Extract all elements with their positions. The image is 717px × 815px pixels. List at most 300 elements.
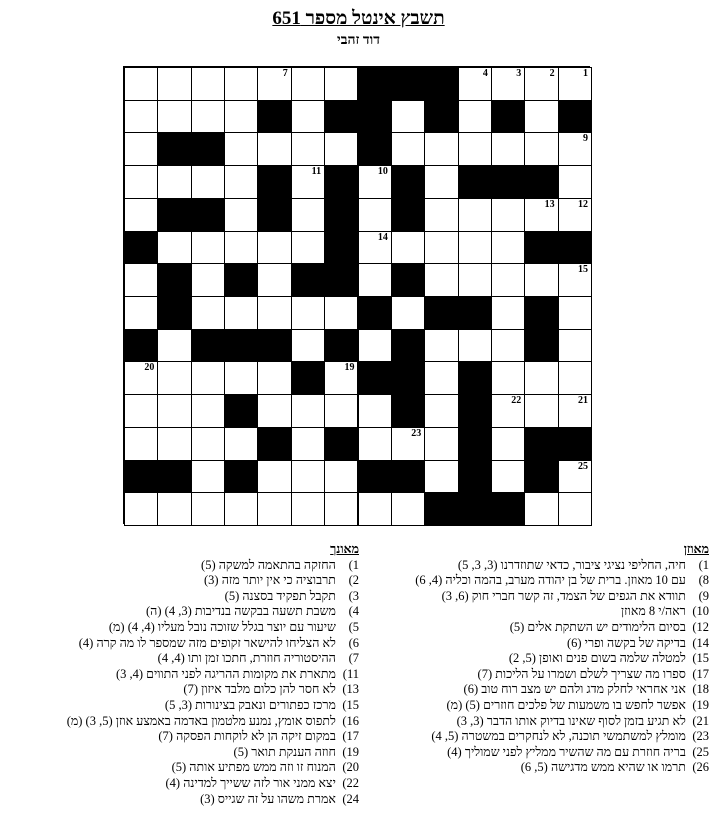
- grid-cell-black: [224, 329, 258, 363]
- grid-cell[interactable]: [424, 460, 458, 494]
- grid-cell[interactable]: [291, 492, 325, 526]
- clue-number: 26): [692, 760, 709, 775]
- grid-cell[interactable]: [458, 329, 492, 363]
- clue-number: 18): [692, 682, 709, 697]
- cell-number: 2: [549, 68, 555, 79]
- grid-cell[interactable]: [458, 100, 492, 134]
- grid-cell-black: [257, 198, 291, 232]
- clue-text: עם 10 מאוזן. ברית של בן יהודה מערב, בהמה וכליה (4, 6): [415, 573, 686, 588]
- clue-text: למטלה שלמה בשום פנים ואופן (5, 2): [508, 651, 686, 666]
- puzzle-title: תשבץ אינטל מספר 651: [272, 8, 445, 29]
- grid-cell[interactable]: [491, 361, 525, 395]
- grid-cell[interactable]: [124, 394, 158, 428]
- grid-cell[interactable]: [291, 460, 325, 494]
- grid-cell-black: [157, 460, 191, 494]
- clue-number: 17): [342, 729, 359, 744]
- clue-text: תקבל תפקיד בסצנה (5): [224, 588, 336, 603]
- grid-cell-black: [358, 296, 392, 330]
- grid-cell[interactable]: [124, 132, 158, 166]
- clue-number: 6): [348, 635, 359, 650]
- grid-cell-black: [257, 329, 291, 363]
- grid-cell[interactable]: [391, 427, 425, 461]
- clue-number: 13): [342, 682, 359, 697]
- grid-cell[interactable]: [257, 296, 291, 330]
- grid-cell[interactable]: [558, 492, 592, 526]
- cell-number: 19: [344, 362, 355, 374]
- grid-cell-black: [391, 329, 425, 363]
- grid-cell[interactable]: [157, 329, 191, 363]
- grid-cell-black: [391, 198, 425, 232]
- down-clue: [14, 636, 359, 652]
- cell-number: 7: [282, 68, 288, 79]
- down-clue: [14, 620, 359, 636]
- clue-number: 1): [698, 557, 709, 572]
- cell-number: 15: [577, 264, 588, 276]
- grid-cell[interactable]: [157, 394, 191, 428]
- clue-text: שיעור עם יוצר בגלל שזוכה נובל מעליו (4, 4) (מ): [108, 619, 336, 634]
- clue-number: 1): [348, 557, 359, 572]
- grid-cell-black: [424, 492, 458, 526]
- cell-number: 9: [582, 133, 588, 145]
- grid-cell-black: [458, 165, 492, 199]
- clue-number: 15): [692, 651, 709, 666]
- clue-text: חיה, החליפי נציגי ציבור, כדאי שתוזדרנו (3, 3, 5): [457, 557, 686, 572]
- grid-cell-black: [558, 427, 592, 461]
- grid-cell[interactable]: [157, 427, 191, 461]
- clue-number: 5): [348, 619, 359, 634]
- grid-cell[interactable]: [191, 263, 225, 297]
- grid-cell-black: [524, 329, 558, 363]
- grid-cell[interactable]: [257, 460, 291, 494]
- grid-cell-black: [291, 263, 325, 297]
- grid-cell[interactable]: [324, 296, 358, 330]
- grid-cell[interactable]: [124, 492, 158, 526]
- grid-cell-black: [157, 198, 191, 232]
- grid-cell[interactable]: [491, 132, 525, 166]
- grid-cell-black: [391, 460, 425, 494]
- across-clue: [372, 667, 709, 683]
- grid-cell[interactable]: [491, 296, 525, 330]
- grid-cell[interactable]: [224, 165, 258, 199]
- grid-cell[interactable]: [291, 100, 325, 134]
- down-clue: [14, 604, 359, 620]
- grid-cell[interactable]: [224, 492, 258, 526]
- grid-cell[interactable]: [358, 394, 392, 428]
- grid-cell-black: [224, 263, 258, 297]
- grid-cell[interactable]: [224, 100, 258, 134]
- grid-cell[interactable]: [291, 165, 325, 199]
- grid-cell[interactable]: [524, 132, 558, 166]
- grid-cell[interactable]: [491, 231, 525, 265]
- grid-cell-black: [358, 100, 392, 134]
- grid-cell[interactable]: [257, 394, 291, 428]
- grid-cell[interactable]: [391, 492, 425, 526]
- grid-cell[interactable]: [291, 329, 325, 363]
- clue-text: תרמו או שהיא ממש מדגישה (5, 6): [520, 760, 686, 775]
- cell-number: 10: [377, 166, 388, 178]
- grid-cell[interactable]: [191, 67, 225, 101]
- grid-cell[interactable]: [257, 67, 291, 101]
- grid-cell[interactable]: [257, 263, 291, 297]
- grid-cell-black: [491, 165, 525, 199]
- down-clue: [14, 698, 359, 714]
- grid-cell[interactable]: [257, 361, 291, 395]
- down-clue: [14, 714, 359, 730]
- grid-cell[interactable]: [458, 198, 492, 232]
- cell-number: 12: [577, 198, 588, 210]
- grid-cell-black: [458, 427, 492, 461]
- grid-cell[interactable]: [224, 361, 258, 395]
- grid-cell[interactable]: [358, 492, 392, 526]
- grid-cell-black: [491, 100, 525, 134]
- clue-text: יצא ממני אור לזה ששייך למדינה (4): [165, 775, 336, 790]
- cell-number: 14: [377, 231, 388, 243]
- grid-cell[interactable]: [424, 361, 458, 395]
- across-heading: מאוזן: [683, 542, 709, 556]
- clue-text: אני אחראי לחלק מדג ולהם יש מצב רוח טוב (6): [463, 682, 686, 697]
- grid-cell[interactable]: [157, 231, 191, 265]
- down-clue: [14, 792, 359, 808]
- grid-cell[interactable]: [124, 198, 158, 232]
- across-clues: [372, 542, 709, 776]
- grid-cell-black: [157, 263, 191, 297]
- down-clue: [14, 667, 359, 683]
- down-clue: [14, 682, 359, 698]
- grid-cell[interactable]: [124, 427, 158, 461]
- grid-cell[interactable]: [491, 427, 525, 461]
- grid-cell[interactable]: [324, 492, 358, 526]
- clue-number: 10): [692, 604, 709, 619]
- grid-cell[interactable]: [191, 100, 225, 134]
- grid-cell[interactable]: [157, 100, 191, 134]
- grid-cell-black: [324, 198, 358, 232]
- grid-cell-black: [391, 361, 425, 395]
- across-clue: [372, 636, 709, 652]
- grid-cell[interactable]: [424, 165, 458, 199]
- grid-cell[interactable]: [391, 100, 425, 134]
- clue-text: לא תגיע בזמן לסוף שאינו בדיוק אותו הדבר (3, 3): [456, 713, 686, 728]
- down-clue: [14, 729, 359, 745]
- grid-cell[interactable]: [124, 263, 158, 297]
- grid-cell[interactable]: [257, 492, 291, 526]
- clue-number: 11): [342, 666, 359, 681]
- grid-cell-black: [324, 263, 358, 297]
- clue-text: ההיסטוריה חוזרת, חתכו זמן ותו (4, 4): [157, 651, 336, 666]
- grid-cell[interactable]: [291, 231, 325, 265]
- clue-text: במקום זיקה הן לא לוקחות הפסקה (7): [158, 729, 336, 744]
- grid-cell[interactable]: [491, 67, 525, 101]
- grid-cell[interactable]: [524, 492, 558, 526]
- grid-cell-black: [224, 460, 258, 494]
- grid-cell-black: [558, 100, 592, 134]
- grid-cell-black: [458, 492, 492, 526]
- clue-text: משבת תשעה בבקשה בנדיבות (3, 4) (ה): [146, 604, 336, 619]
- down-clue-list: [14, 558, 359, 808]
- grid-cell-black: [224, 394, 258, 428]
- grid-cell[interactable]: [524, 361, 558, 395]
- clue-text: ספרו מה שצריך לשלם ושמרו על הליכות (7): [477, 666, 686, 681]
- grid-cell-black: [524, 460, 558, 494]
- clue-number: 2): [348, 573, 359, 588]
- grid-cell-black: [157, 296, 191, 330]
- grid-cell[interactable]: [391, 296, 425, 330]
- across-clue-list: [372, 558, 709, 776]
- grid-cell[interactable]: [191, 231, 225, 265]
- grid-cell[interactable]: [491, 329, 525, 363]
- grid-cell[interactable]: [224, 296, 258, 330]
- grid-cell-black: [524, 427, 558, 461]
- grid-cell-black: [291, 361, 325, 395]
- across-clue: [372, 760, 709, 776]
- grid-cell-black: [324, 165, 358, 199]
- grid-cell[interactable]: [558, 132, 592, 166]
- grid-cell[interactable]: [124, 67, 158, 101]
- clue-number: 19): [692, 697, 709, 712]
- grid-cell[interactable]: [558, 460, 592, 494]
- clue-number: 14): [692, 635, 709, 650]
- grid-cell[interactable]: [124, 100, 158, 134]
- grid-cell[interactable]: [524, 394, 558, 428]
- grid-cell-black: [257, 165, 291, 199]
- grid-cell-black: [391, 394, 425, 428]
- grid-cell[interactable]: [191, 394, 225, 428]
- clue-number: 20): [342, 760, 359, 775]
- grid-cell[interactable]: [558, 296, 592, 330]
- cell-number: 25: [577, 460, 588, 472]
- grid-cell[interactable]: [191, 460, 225, 494]
- grid-cell-black: [324, 231, 358, 265]
- cell-number: 3: [516, 68, 522, 79]
- clue-number: 25): [692, 744, 709, 759]
- grid-cell[interactable]: [291, 394, 325, 428]
- clue-text: ראה/י 8 מאוזן: [621, 604, 686, 619]
- clue-text: מומלץ למשתמשי תוכנה, לא לנחקרים במשטרה (5, 4): [431, 729, 686, 744]
- crossword-grid: [123, 66, 590, 524]
- grid-cell-black: [157, 132, 191, 166]
- clue-number: 17): [692, 666, 709, 681]
- grid-cell[interactable]: [424, 329, 458, 363]
- grid-cell-black: [124, 231, 158, 265]
- grid-cell[interactable]: [124, 165, 158, 199]
- grid-cell[interactable]: [558, 263, 592, 297]
- clue-text: לא חסר להן כלום מלבד איזון (7): [183, 682, 336, 697]
- puzzle-author: דוד זהבי: [337, 33, 380, 48]
- grid-cell[interactable]: [224, 67, 258, 101]
- grid-cell[interactable]: [458, 67, 492, 101]
- grid-cell[interactable]: [458, 263, 492, 297]
- grid-cell[interactable]: [424, 263, 458, 297]
- clue-text: המנוח זו וזה ממש מפתיע אותה (5): [171, 760, 336, 775]
- grid-cell[interactable]: [224, 198, 258, 232]
- down-clue: [14, 760, 359, 776]
- grid-cell[interactable]: [291, 198, 325, 232]
- grid-cell-black: [257, 427, 291, 461]
- cell-number: 22: [511, 395, 522, 407]
- grid-cell-black: [391, 67, 425, 101]
- cell-number: 13: [544, 198, 555, 210]
- grid-cell[interactable]: [358, 165, 392, 199]
- grid-cell-black: [257, 100, 291, 134]
- grid-cell[interactable]: [124, 296, 158, 330]
- grid-cell[interactable]: [291, 296, 325, 330]
- grid-cell[interactable]: [558, 394, 592, 428]
- across-clue: [372, 698, 709, 714]
- down-clue: [14, 745, 359, 761]
- grid-cell-black: [524, 296, 558, 330]
- grid-cell[interactable]: [524, 100, 558, 134]
- clue-number: 9): [698, 588, 709, 603]
- grid-cell[interactable]: [224, 231, 258, 265]
- grid-cell-black: [124, 460, 158, 494]
- across-clue: [372, 558, 709, 574]
- grid-cell[interactable]: [257, 132, 291, 166]
- grid-cell[interactable]: [324, 132, 358, 166]
- grid-cell[interactable]: [191, 165, 225, 199]
- grid-cell[interactable]: [491, 198, 525, 232]
- grid-cell[interactable]: [558, 165, 592, 199]
- clue-number: 7): [348, 651, 359, 666]
- grid-cell[interactable]: [558, 329, 592, 363]
- cell-number: 21: [577, 395, 588, 407]
- cell-number: 4: [482, 68, 488, 79]
- grid-cell[interactable]: [558, 198, 592, 232]
- across-clue: [372, 589, 709, 605]
- grid-cell-black: [324, 427, 358, 461]
- grid-cell[interactable]: [191, 361, 225, 395]
- grid-cell[interactable]: [491, 263, 525, 297]
- down-clue: [14, 776, 359, 792]
- clue-text: תרבוציה כי אין יותר מזה (3): [203, 573, 336, 588]
- grid-cell[interactable]: [157, 361, 191, 395]
- grid-cell-black: [391, 263, 425, 297]
- grid-cell-black: [458, 296, 492, 330]
- grid-cell[interactable]: [358, 329, 392, 363]
- grid-cell[interactable]: [191, 296, 225, 330]
- down-clue: [14, 651, 359, 667]
- grid-cell[interactable]: [558, 361, 592, 395]
- grid-cell[interactable]: [358, 427, 392, 461]
- grid-cell-black: [391, 165, 425, 199]
- grid-cell[interactable]: [524, 67, 558, 101]
- across-clue: [372, 651, 709, 667]
- grid-cell[interactable]: [257, 231, 291, 265]
- grid-cell[interactable]: [424, 231, 458, 265]
- grid-cell-black: [458, 460, 492, 494]
- grid-cell[interactable]: [324, 361, 358, 395]
- grid-cell[interactable]: [291, 67, 325, 101]
- cell-number: 20: [144, 362, 155, 374]
- grid-cell-black: [358, 460, 392, 494]
- clue-number: 21): [692, 713, 709, 728]
- grid-cell-black: [124, 329, 158, 363]
- clue-number: 12): [692, 619, 709, 634]
- grid-cell[interactable]: [124, 361, 158, 395]
- grid-cell[interactable]: [424, 132, 458, 166]
- across-clue: [372, 682, 709, 698]
- grid-cell[interactable]: [324, 460, 358, 494]
- grid-cell-black: [524, 231, 558, 265]
- down-clue: [14, 558, 359, 574]
- grid-cell[interactable]: [558, 67, 592, 101]
- down-clues: [14, 542, 359, 807]
- clue-number: 16): [342, 713, 359, 728]
- grid-cell[interactable]: [224, 427, 258, 461]
- grid-cell[interactable]: [358, 263, 392, 297]
- grid-cell[interactable]: [391, 231, 425, 265]
- clue-number: 8): [698, 573, 709, 588]
- grid-cell-black: [324, 329, 358, 363]
- clue-text: חוזה הענקת תואר (5): [233, 744, 336, 759]
- clue-text: לא הצליחו להישאר זקופים מזה שמספר לו מה קרה (4): [78, 635, 336, 650]
- clue-number: 15): [342, 697, 359, 712]
- cell-number: 11: [311, 166, 322, 178]
- grid-cell[interactable]: [157, 492, 191, 526]
- grid-cell[interactable]: [491, 394, 525, 428]
- grid-cell-black: [458, 361, 492, 395]
- grid-cell[interactable]: [291, 427, 325, 461]
- clue-text: החזקה בהתאמה למשקה (5): [201, 557, 336, 572]
- across-clue: [372, 714, 709, 730]
- clue-text: מתארת את מקומות ההריגה לפני התווים (4, 3): [115, 666, 336, 681]
- grid-cell-black: [358, 132, 392, 166]
- grid-cell[interactable]: [358, 198, 392, 232]
- grid-cell[interactable]: [424, 427, 458, 461]
- grid-cell-black: [424, 100, 458, 134]
- cell-number: 23: [411, 427, 422, 439]
- grid-cell-black: [424, 67, 458, 101]
- clue-text: בסיום הלימודים יש השתקת אלים (5): [509, 619, 686, 634]
- clue-number: 22): [342, 775, 359, 790]
- grid-cell-black: [358, 67, 392, 101]
- grid-cell-black: [524, 165, 558, 199]
- grid-cell-black: [458, 394, 492, 428]
- grid-cell[interactable]: [224, 132, 258, 166]
- grid-cell[interactable]: [458, 132, 492, 166]
- grid-cell-black: [358, 361, 392, 395]
- grid-cell[interactable]: [191, 427, 225, 461]
- across-clue: [372, 620, 709, 636]
- grid-cell[interactable]: [291, 132, 325, 166]
- grid-cell-black: [324, 100, 358, 134]
- grid-cell[interactable]: [424, 394, 458, 428]
- down-clue: [14, 573, 359, 589]
- grid-cell-black: [191, 329, 225, 363]
- grid-cell[interactable]: [391, 132, 425, 166]
- clue-text: תוודא את הגפים של הצמד, זה קשר חברי חוק (6, 3): [441, 588, 686, 603]
- grid-cell[interactable]: [157, 67, 191, 101]
- grid-cell-black: [191, 198, 225, 232]
- grid-cell[interactable]: [424, 198, 458, 232]
- grid-cell-black: [491, 492, 525, 526]
- clue-number: 4): [348, 604, 359, 619]
- clue-text: בריה חוזרת עם מה שהשיר ממליץ לפני שמוליך (4): [447, 744, 686, 759]
- clue-text: לתפוס אומץ, נמנע מלטמון באדמה באמצע אוזן (5, 3) (מ): [66, 713, 336, 728]
- grid-cell[interactable]: [458, 231, 492, 265]
- grid-cell[interactable]: [191, 492, 225, 526]
- down-heading: מאונך: [330, 542, 359, 556]
- grid-cell[interactable]: [524, 263, 558, 297]
- grid-cell[interactable]: [491, 460, 525, 494]
- grid-cell-black: [191, 132, 225, 166]
- grid-cell[interactable]: [524, 198, 558, 232]
- down-clue: [14, 589, 359, 605]
- grid-cell[interactable]: [324, 394, 358, 428]
- grid-cell[interactable]: [157, 165, 191, 199]
- grid-cell[interactable]: [324, 67, 358, 101]
- cell-number: 1: [582, 68, 588, 79]
- across-clue: [372, 745, 709, 761]
- grid-cell[interactable]: [358, 231, 392, 265]
